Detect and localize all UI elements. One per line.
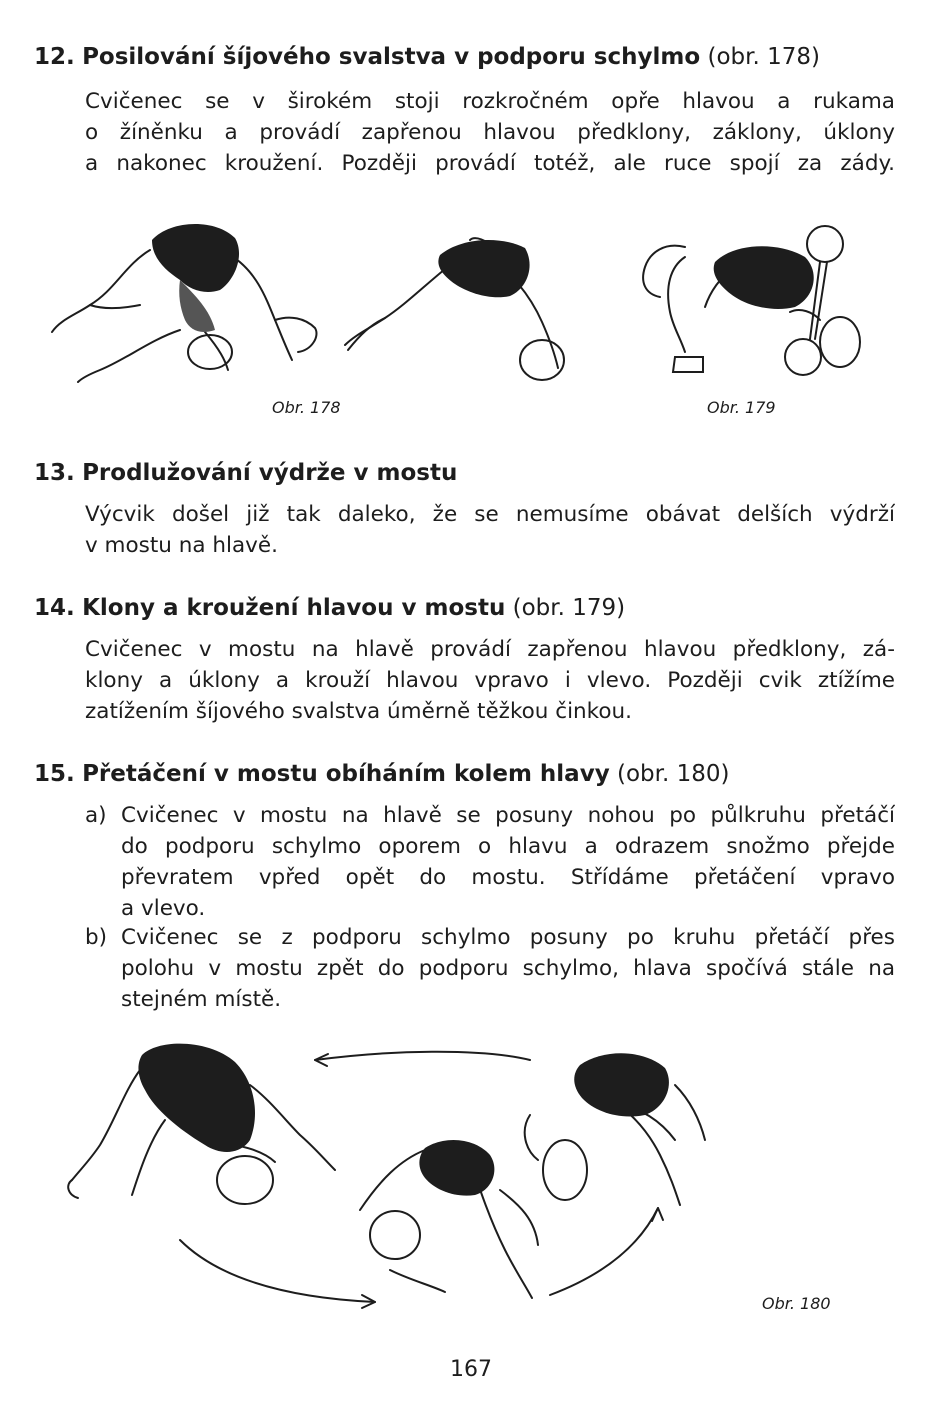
figure-180-drawing <box>60 1030 760 1335</box>
section-14-title: Klony a kroužení hlavou v mostu <box>82 595 506 621</box>
figure-178-caption: Obr. 178 <box>272 398 341 417</box>
paragraph-line: Výcvik došel již tak daleko, že se nemusíme obávat delších výdrží <box>85 502 895 527</box>
paragraph-line: a vlevo. <box>121 896 206 921</box>
figure-180-caption: Obr. 180 <box>762 1294 831 1313</box>
section-12-paragraph <box>85 86 895 179</box>
figure-178-drawing <box>30 210 590 395</box>
section-13-paragraph <box>85 499 895 561</box>
figure-179-illustration <box>625 212 875 397</box>
paragraph-line: klony a úklony a krouží hlavou vpravo i vlevo. Později cvik ztížíme <box>85 668 895 693</box>
section-12-title: Posilování šíjového svalstva v podporu schylmo <box>82 44 701 70</box>
section-14-number: 14. <box>34 595 75 621</box>
paragraph-line: a nakonec kroužení. Později provádí totéž, ale ruce spojí za zády. <box>85 151 895 176</box>
figure-180-illustration <box>60 1030 760 1335</box>
section-13-number: 13. <box>34 460 75 486</box>
section-15-number: 15. <box>34 761 75 787</box>
list-item-b <box>85 922 895 1015</box>
list-item-a <box>85 800 895 924</box>
paragraph-line: převratem vpřed opět do mostu. Střídáme přetáčení vpravo <box>121 865 895 890</box>
paragraph-line: zatížením šíjového svalstva úměrně těžkou činkou. <box>85 699 632 724</box>
figure-179-drawing <box>625 212 875 397</box>
paragraph-line: v mostu na hlavě. <box>85 533 278 558</box>
figure-178-illustration <box>30 210 590 395</box>
section-12-number: 12. <box>34 44 75 70</box>
section-14-figure-ref: (obr. 179) <box>512 595 626 621</box>
section-15-heading <box>34 759 729 789</box>
paragraph-line: polohu v mostu zpět do podporu schylmo, hlava spočívá stále na <box>121 956 895 981</box>
paragraph-line: do podporu schylmo oporem o hlavu a odrazem snožmo přejde <box>121 834 895 859</box>
section-14-heading <box>34 593 625 623</box>
figure-179-caption: Obr. 179 <box>707 398 776 417</box>
paragraph-line: Cvičenec v mostu na hlavě provádí zapřenou hlavou předklony, zá- <box>85 637 895 662</box>
paragraph-line: Cvičenec se z podporu schylmo posuny po kruhu přetáčí přes <box>121 925 895 950</box>
section-15-title: Přetáčení v mostu obíháním kolem hlavy <box>82 761 610 787</box>
section-13-heading <box>34 458 457 488</box>
section-12-heading <box>34 42 820 72</box>
paragraph-line: stejném místě. <box>121 987 282 1012</box>
paragraph-line: Cvičenec v mostu na hlavě se posuny nohou po půlkruhu přetáčí <box>121 803 895 828</box>
section-15-figure-ref: (obr. 180) <box>617 761 730 787</box>
paragraph-line: Cvičenec se v širokém stoji rozkročném opře hlavou a rukama <box>85 89 895 114</box>
section-14-paragraph <box>85 634 895 727</box>
list-item-body <box>121 922 895 1015</box>
paragraph-line: o žíněnku a provádí zapřenou hlavou předklony, záklony, úklony <box>85 120 895 145</box>
list-item-marker: b) <box>85 925 108 950</box>
list-item-body <box>121 800 895 924</box>
list-item-marker: a) <box>85 803 107 828</box>
page-number: 167 <box>450 1357 492 1382</box>
section-13-title: Prodlužování výdrže v mostu <box>82 460 458 486</box>
section-12-figure-ref: (obr. 178) <box>707 44 820 70</box>
